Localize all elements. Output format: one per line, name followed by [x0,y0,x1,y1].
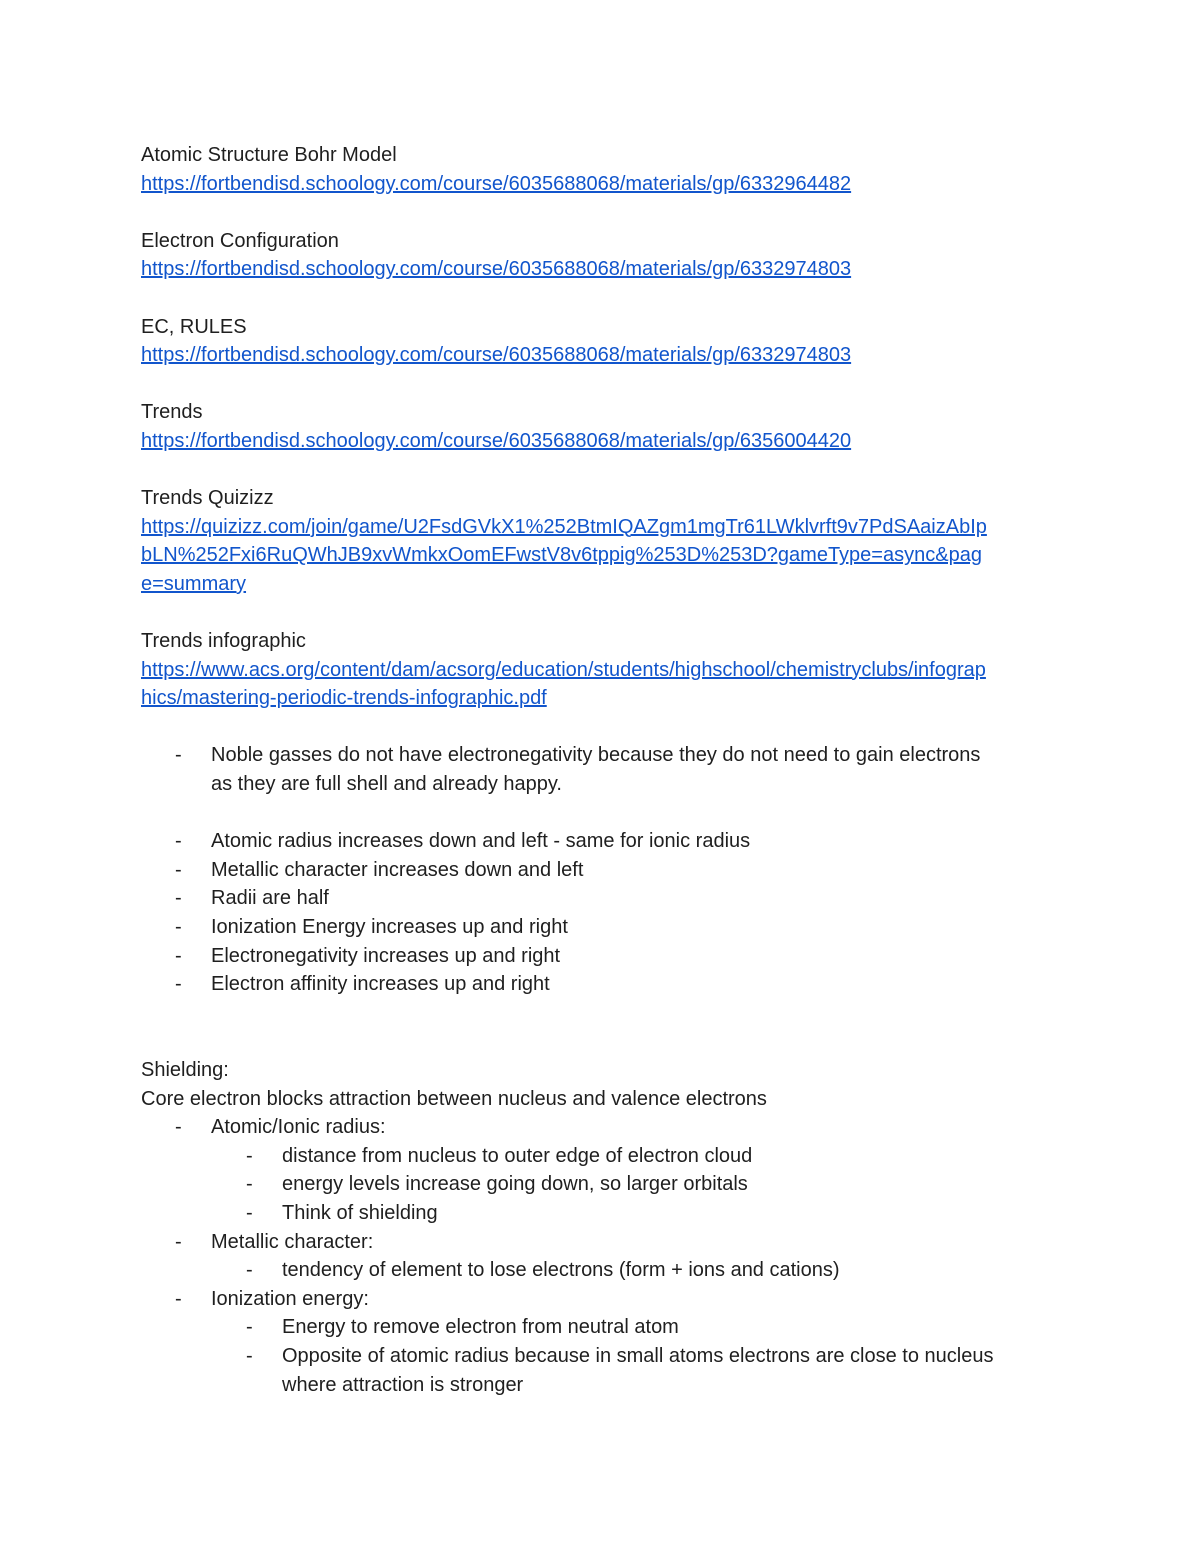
metallic-character-sublist [141,1256,1061,1285]
shielding-heading: Shielding: [141,1059,229,1081]
list-item [141,1285,1061,1314]
list-item: - Radii are half [141,884,1061,913]
link-line[interactable]: bLN%252Fxi6RuQWhJB9xvWmkxOomEFwstV8v6tppig%253D%253D?gameType=async&pag [141,544,982,567]
list-item: - Metallic character increases down and left [141,856,1061,885]
link-trends-quizizz[interactable] [141,513,1061,599]
spacer [141,713,1061,742]
ionization-item-line2: where attraction is stronger [282,1373,524,1396]
link-line[interactable]: https://www.acs.org/content/dam/acsorg/education/students/highschool/chemistryclubs/infograp [141,658,986,681]
section-title-ec-rules: EC, RULES [141,315,247,338]
link-line[interactable]: https://quizizz.com/join/game/U2FsdGVkX1%252BtmIQAZgm1mgTr61LWklvrft9v7PdSAaizAbIp [141,515,987,538]
spacer [141,198,1061,227]
list-item: - distance from nucleus to outer edge of electron cloud [141,1142,1061,1171]
spacer [141,456,1061,485]
link-line[interactable]: hics/mastering-periodic-trends-infographic.pdf [141,687,547,710]
list-item [141,1342,1061,1399]
list-item: - Think of shielding [141,1199,1061,1228]
spacer [141,370,1061,399]
spacer [141,1027,1061,1056]
link-electron-configuration[interactable]: https://fortbendisd.schoology.com/course/6035688068/materials/gp/6332974803 [141,258,852,281]
section-title-trends: Trends [141,401,203,424]
metallic-character-label: - Metallic character: [211,1230,374,1253]
spacer [141,284,1061,313]
spacer [141,599,1061,628]
list-item: - Atomic radius increases down and left - same for ionic radius [141,827,1061,856]
section-title-trends-quizizz: Trends Quizizz [141,487,274,510]
link-line[interactable]: e=summary [141,572,247,595]
shielding-definition: Core electron blocks attraction between nucleus and valence electrons [141,1087,767,1110]
shielding-list [141,1113,1061,1142]
link-trends-infographic[interactable] [141,656,1061,713]
list-item [141,1113,1061,1142]
ionization-energy-label: - Ionization energy: [211,1287,369,1310]
link-trends[interactable]: https://fortbendisd.schoology.com/course/6035688068/materials/gp/6356004420 [141,429,852,452]
list-item: - Electronegativity increases up and right [141,942,1061,971]
list-item [141,1228,1061,1257]
document-body [141,141,1061,1399]
noble-gas-note-line1: - Noble gasses do not have electronegativity because they do not need to gain electrons [211,744,981,767]
shielding-list [141,1228,1061,1257]
link-ec-rules[interactable]: https://fortbendisd.schoology.com/course/6035688068/materials/gp/6332974803 [141,344,852,367]
trend-bullet-list [141,827,1061,999]
shielding-list [141,1285,1061,1314]
section-title-bohr-model: Atomic Structure Bohr Model [141,144,397,166]
atomic-radius-sublist [141,1142,1061,1228]
noble-gas-note-list [141,741,1061,798]
list-item: - tendency of element to lose electrons (form + ions and cations) [141,1256,1061,1285]
list-item [141,741,1061,798]
spacer [141,799,1061,828]
ionization-item-line1: - Opposite of atomic radius because in small atoms electrons are close to nucleus [282,1344,994,1367]
atomic-radius-label: - Atomic/Ionic radius: [211,1116,386,1139]
list-item: - Ionization Energy increases up and right [141,913,1061,942]
spacer [141,999,1061,1028]
list-item: - Electron affinity increases up and right [141,970,1061,999]
link-bohr-model[interactable]: https://fortbendisd.schoology.com/course/6035688068/materials/gp/6332964482 [141,172,852,195]
noble-gas-note-line2: as they are full shell and already happy. [211,773,562,796]
ionization-energy-sublist [141,1313,1061,1399]
section-title-trends-infographic: Trends infographic [141,630,306,653]
list-item: - energy levels increase going down, so larger orbitals [141,1170,1061,1199]
list-item: - Energy to remove electron from neutral atom [141,1313,1061,1342]
section-title-electron-configuration: Electron Configuration [141,229,339,252]
